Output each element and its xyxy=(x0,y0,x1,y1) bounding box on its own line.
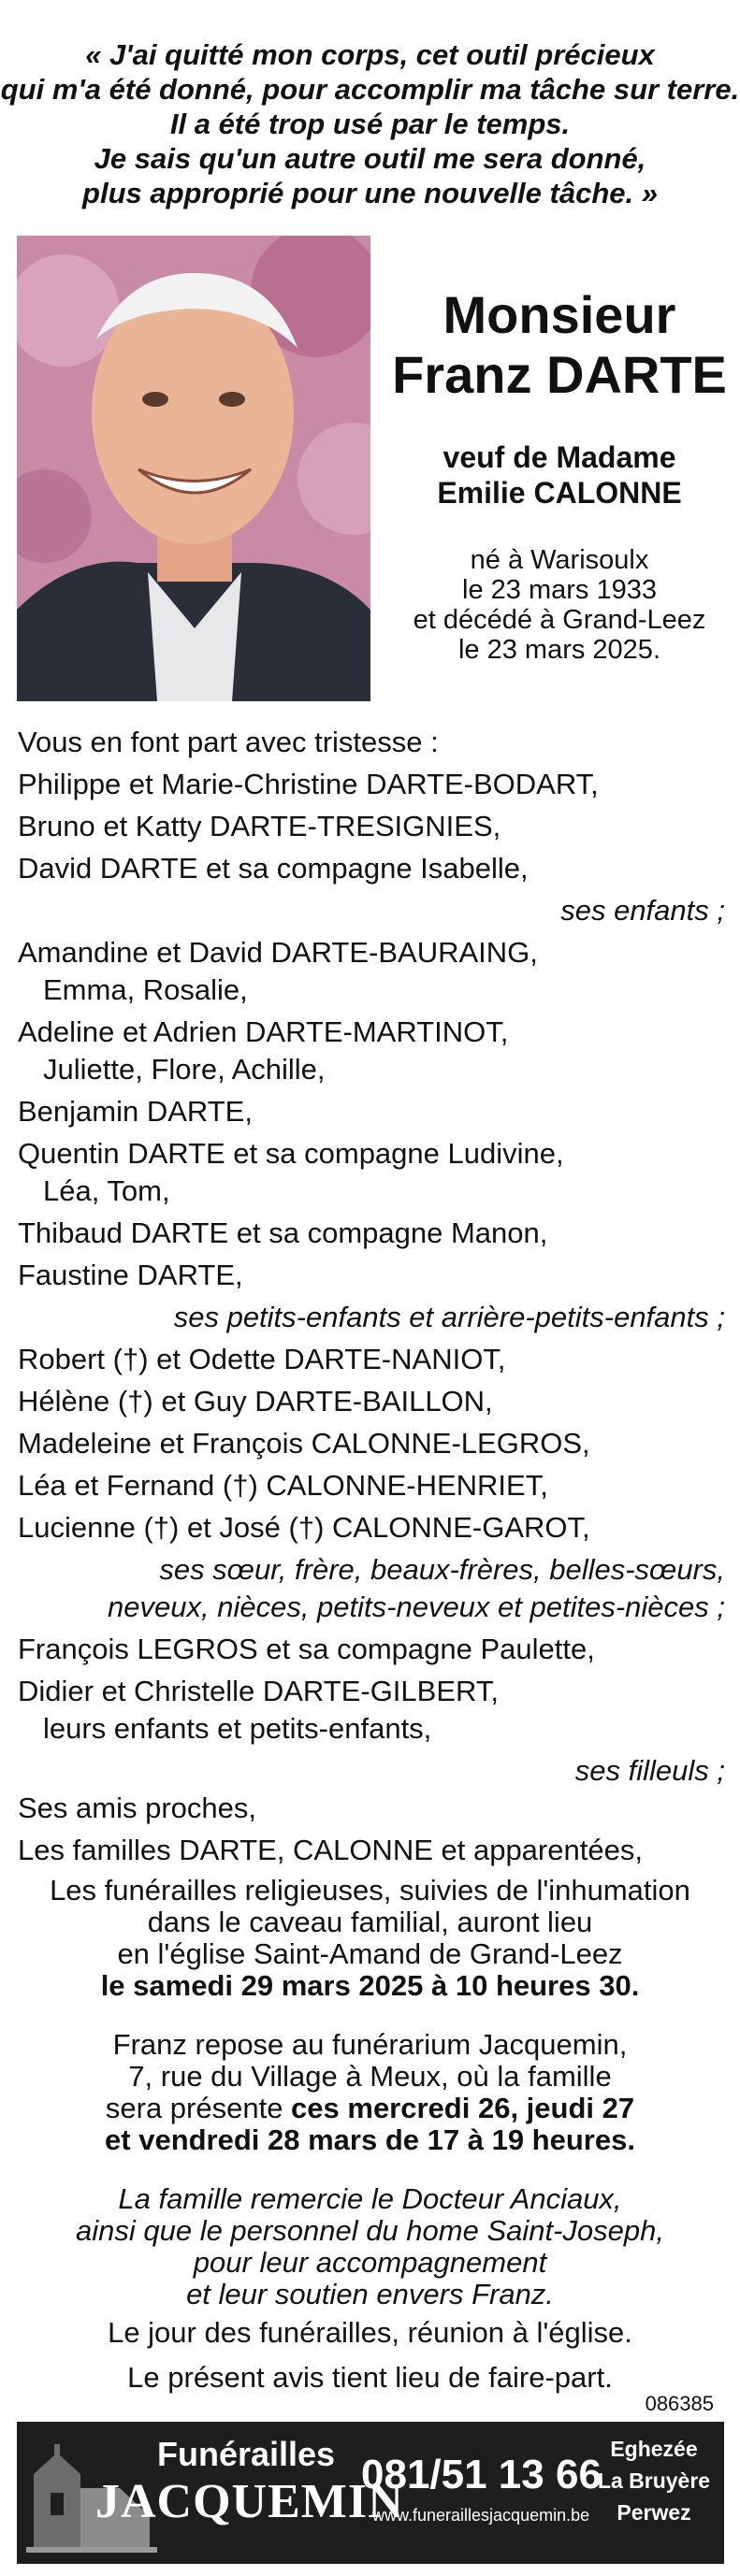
deceased-name xyxy=(379,285,740,405)
date-line: né à Warisoulx xyxy=(470,545,649,575)
thanks-line: ainsi que le personnel du home Saint-Joseph, xyxy=(75,2214,665,2247)
visit-hours: et vendredi 28 mars de 17 à 19 heures. xyxy=(105,2123,635,2156)
portrait-photo xyxy=(17,236,370,701)
quote-line: qui m'a été donné, pour accomplir ma tâche sur terre. xyxy=(0,73,740,106)
family-line: François LEGROS et sa compagne Paulette, xyxy=(18,1633,595,1665)
title-line: Monsieur xyxy=(443,285,676,344)
date-line: le 23 mars 2025. xyxy=(457,635,660,665)
relation-label: neveux, nièces, petits-neveux et petites-nièces ; xyxy=(108,1590,725,1623)
relation-label: ses enfants ; xyxy=(560,894,725,927)
widow-line: veuf de Madame xyxy=(443,440,676,474)
family-line: Amandine et David DARTE-BAURAING, xyxy=(18,936,538,969)
brand-top: Funérailles xyxy=(157,2435,336,2473)
family-line: Emma, Rosalie, xyxy=(43,973,248,1006)
visit-line: 7, rue du Village à Meux, où la famille xyxy=(128,2060,612,2093)
funeral-details xyxy=(0,1875,740,2002)
funeral-date: le samedi 29 mars 2025 à 10 heures 30. xyxy=(100,1969,640,2002)
family-line: Léa, Tom, xyxy=(43,1174,170,1207)
name-line: Franz DARTE xyxy=(392,345,727,404)
reference-number: 086385 xyxy=(645,2392,714,2415)
family-intro: Vous en font part avec tristesse : xyxy=(18,726,439,758)
family-line: Lucienne (†) et José (†) CALONNE-GAROT, xyxy=(18,1511,590,1544)
family-line: Bruno et Katty DARTE-TRESIGNIES, xyxy=(18,810,501,842)
thanks-block xyxy=(0,2183,740,2310)
visitation-details xyxy=(0,2029,740,2156)
relation-label: ses filleuls ; xyxy=(574,1754,725,1787)
widow-of xyxy=(379,439,740,511)
funeral-line: Les funérailles religieuses, suivies de l'inhumation xyxy=(50,1874,690,1907)
phone-number: 081/51 13 66 xyxy=(361,2452,602,2497)
family-line: Juliette, Flore, Achille, xyxy=(43,1053,326,1086)
family-line: Didier et Christelle DARTE-GILBERT, xyxy=(18,1675,499,1707)
date-line: et décédé à Grand-Leez xyxy=(413,605,706,635)
gathering-note: Le jour des funérailles, réunion à l'église. xyxy=(108,2316,632,2349)
relation-label: ses petits-enfants et arrière-petits-enfants ; xyxy=(173,1301,725,1333)
family-line: Quentin DARTE et sa compagne Ludivine, xyxy=(18,1137,564,1170)
birth-death-dates xyxy=(379,545,740,665)
relation-label: ses sœur, frère, beaux-frères, belles-sœurs, xyxy=(159,1553,725,1586)
family-line: Ses amis proches, xyxy=(18,1792,256,1824)
thanks-line: et leur soutien envers Franz. xyxy=(186,2278,554,2310)
visit-days: ces mercredi 26, jeudi 27 xyxy=(291,2092,635,2124)
location-item: La Bruyère xyxy=(597,2468,711,2493)
visit-line: Franz repose au funérarium Jacquemin, xyxy=(112,2028,628,2061)
website-link[interactable]: www.funeraillesjacquemin.be xyxy=(372,2506,590,2525)
family-line: Léa et Fernand (†) CALONNE-HENRIET, xyxy=(18,1469,548,1502)
family-line: Benjamin DARTE, xyxy=(18,1095,253,1128)
thanks-line: La famille remercie le Docteur Anciaux, xyxy=(118,2182,622,2215)
funeral-home-banner xyxy=(17,2422,724,2564)
quote-line: plus approprié pour une nouvelle tâche. » xyxy=(82,177,658,209)
funeral-line: dans le caveau familial, auront lieu xyxy=(147,1906,593,1938)
thanks-line: pour leur accompagnement xyxy=(193,2246,547,2279)
quote-line: Il a été trop usé par le temps. xyxy=(169,108,571,140)
family-line: David DARTE et sa compagne Isabelle, xyxy=(18,852,529,885)
notice-note: Le présent avis tient lieu de faire-part. xyxy=(127,2361,613,2394)
location-item: Perwez xyxy=(617,2500,691,2525)
family-line: Robert (†) et Odette DARTE-NANIOT, xyxy=(18,1343,506,1375)
spouse-name: Emilie CALONNE xyxy=(437,476,682,510)
date-line: le 23 mars 1933 xyxy=(462,575,657,605)
family-line: Madeleine et François CALONNE-LEGROS, xyxy=(18,1427,590,1460)
funeral-line: en l'église Saint-Amand de Grand-Leez xyxy=(117,1937,623,1970)
family-line: Faustine DARTE, xyxy=(18,1259,243,1291)
location-item: Eghezée xyxy=(610,2437,698,2461)
quote-block xyxy=(0,37,740,210)
visit-prefix: sera présente xyxy=(105,2092,292,2124)
family-line: Thibaud DARTE et sa compagne Manon, xyxy=(18,1216,548,1249)
locations-list xyxy=(593,2433,715,2528)
quote-line: « J'ai quitté mon corps, cet outil précieux xyxy=(85,38,655,71)
brand-name: JACQUEMIN xyxy=(95,2475,404,2528)
family-line: Adeline et Adrien DARTE-MARTINOT, xyxy=(18,1015,509,1048)
family-line: Hélène (†) et Guy DARTE-BAILLON, xyxy=(18,1385,493,1418)
family-line: leurs enfants et petits-enfants, xyxy=(43,1712,432,1745)
family-line: Philippe et Marie-Christine DARTE-BODART, xyxy=(18,768,599,800)
visit-line xyxy=(0,2093,740,2124)
quote-line: Je sais qu'un autre outil me sera donné, xyxy=(94,142,646,175)
family-line: Les familles DARTE, CALONNE et apparentées, xyxy=(18,1834,643,1866)
